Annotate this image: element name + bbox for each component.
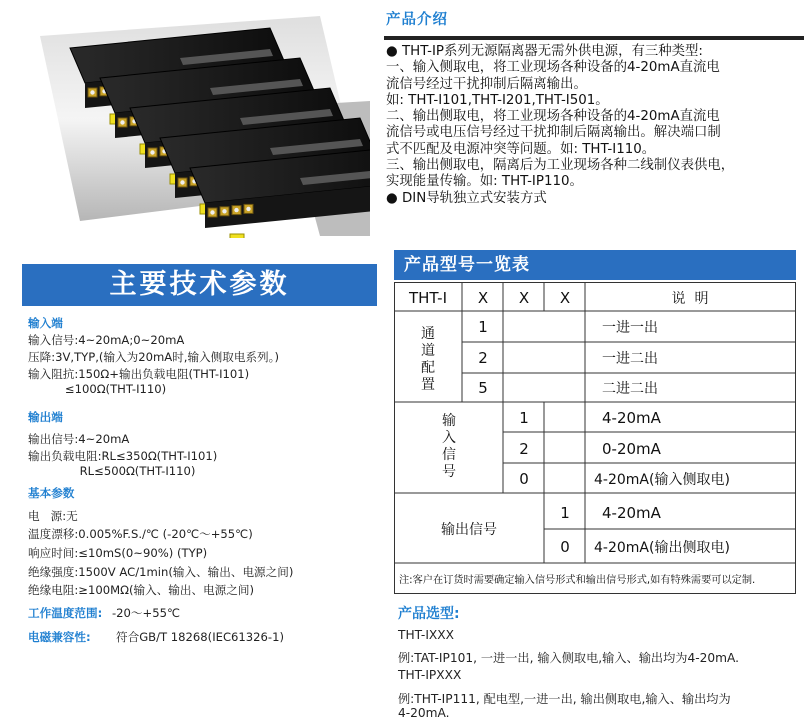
table-cell-desc: 一进二出 [602, 351, 658, 367]
intro-line: 一、输入侧取电，将工业现场各种设备的4-20mA直流电 [386, 60, 720, 76]
intro-line: 实现能量传输。如: THT-IP110。 [386, 174, 583, 190]
table-cell-desc: 4-20mA [602, 409, 661, 427]
model-table [394, 282, 796, 594]
param-line: 输入阻抗:150Ω+输出负载电阻(THT-I101) [28, 367, 250, 381]
table-note: 注:客户在订货时需要确定输入信号形式和输出信号形式,如有特殊需要可以定制. [399, 575, 756, 586]
intro-title: 产品介绍 [386, 12, 448, 28]
group-label-char: 置 [421, 377, 435, 393]
param-line: 输入信号:4~20mA;0~20mA [28, 333, 185, 347]
selection-line: THT-IXXX [398, 628, 454, 642]
param-line: 响应时间:≤10mS(0~90%) (TYP) [28, 546, 208, 560]
params-banner: 主要技术参数 [22, 264, 377, 306]
product-photo [30, 6, 370, 238]
intro-line: ● THT-IP系列无源隔离器无需外供电源，有三种类型: [386, 44, 703, 59]
intro-text [386, 44, 804, 207]
selection-line: 4-20mA. [398, 706, 450, 720]
param-line: RL≤500Ω(THT-I110) [28, 464, 196, 478]
table-header-cell: X [477, 289, 489, 307]
emc-value: 符合GB/T 18268(IEC61326-1) [116, 630, 285, 644]
intro-line: 如: THT-I101,THT-I201,THT-I501。 [386, 92, 609, 108]
table-cell-code: 0 [560, 538, 570, 556]
param-line: 绝缘强度:1500V AC/1min(输入、输出、电源之间) [28, 565, 294, 579]
group-label: 输出信号 [441, 522, 497, 538]
group-label-char: 信 [442, 447, 456, 463]
param-line: 电 源:无 [28, 509, 78, 523]
selection-line: 例:TAT-IP101, 一进一出, 输入侧取电,输入、输出均为4-20mA. [398, 651, 740, 665]
selection-title: 产品选型: [398, 606, 460, 622]
table-cell-code: 0 [519, 470, 529, 488]
table-cell-desc: 4-20mA [602, 504, 661, 522]
intro-line: 三、输出侧取电，隔离后为工业现场各种二线制仪表供电， [386, 158, 735, 174]
intro-line: 二、输出侧取电，将工业现场各种设备的4-20mA直流电 [386, 109, 720, 125]
table-cell-desc: 4-20mA(输入侧取电) [594, 472, 730, 488]
selection-line: 例:THT-IP111, 配电型,一进一出, 输出侧取电,输入、输出均为 [398, 692, 731, 706]
table-cell-code: 2 [478, 349, 488, 367]
group-label-char: 入 [442, 430, 456, 446]
table-header-cell: 说 明 [671, 291, 709, 307]
group-label-char: 道 [421, 343, 435, 359]
param-line: 压降:3V,TYP,(输入为20mA时,输入侧取电系列。) [28, 350, 279, 364]
intro-line: 流信号或电压信号经过干扰抑制后隔离输出。解决端口制 [386, 125, 721, 141]
selection-line: THT-IPXXX [398, 668, 462, 682]
param-line: 温度漂移:0.005%F.S./℃ (-20℃～+55℃) [28, 527, 253, 541]
table-cell-code: 2 [519, 440, 529, 458]
table-header-cell: THT-I [408, 289, 448, 307]
basic-heading: 基本参数 [28, 486, 75, 500]
emc-label: 电磁兼容性: [28, 630, 91, 644]
input-heading: 输入端 [28, 316, 63, 330]
table-header-cell: X [518, 289, 530, 307]
table-cell-desc: 二进二出 [602, 381, 658, 397]
table-cell-desc: 0-20mA [602, 440, 661, 458]
table-cell-desc: 4-20mA(输出侧取电) [594, 540, 730, 556]
group-label-char: 输 [442, 413, 456, 429]
table-cell-code: 1 [560, 504, 570, 522]
intro-line: 流信号经过干扰抑制后隔离输出。 [386, 76, 587, 92]
group-label-char: 号 [442, 464, 456, 480]
table-title: 产品型号一览表 [394, 250, 796, 280]
group-label-char: 通 [421, 326, 435, 342]
param-line: 绝缘电阻:≥100MΩ(输入、输出、电源之间) [28, 583, 254, 597]
temp-label: 工作温度范围: [28, 606, 103, 620]
table-header-cell: X [559, 289, 571, 307]
divider [384, 36, 804, 40]
temp-value: -20～+55℃ [112, 606, 181, 620]
group-label-char: 配 [421, 360, 435, 376]
output-heading: 输出端 [28, 410, 63, 424]
table-cell-code: 1 [478, 318, 488, 336]
intro-line: 式不匹配及电源冲突等问题。如: THT-I110。 [386, 141, 656, 157]
param-line: ≤100Ω(THT-I110) [28, 382, 167, 396]
table-cell-desc: 一进一出 [602, 320, 658, 336]
intro-line: ● DIN导轨独立式安装方式 [386, 190, 547, 206]
param-line: 输出负载电阻:RL≤350Ω(THT-I101) [28, 449, 218, 463]
table-cell-code: 5 [478, 379, 488, 397]
param-line: 输出信号:4~20mA [28, 432, 130, 446]
table-cell-code: 1 [519, 409, 529, 427]
